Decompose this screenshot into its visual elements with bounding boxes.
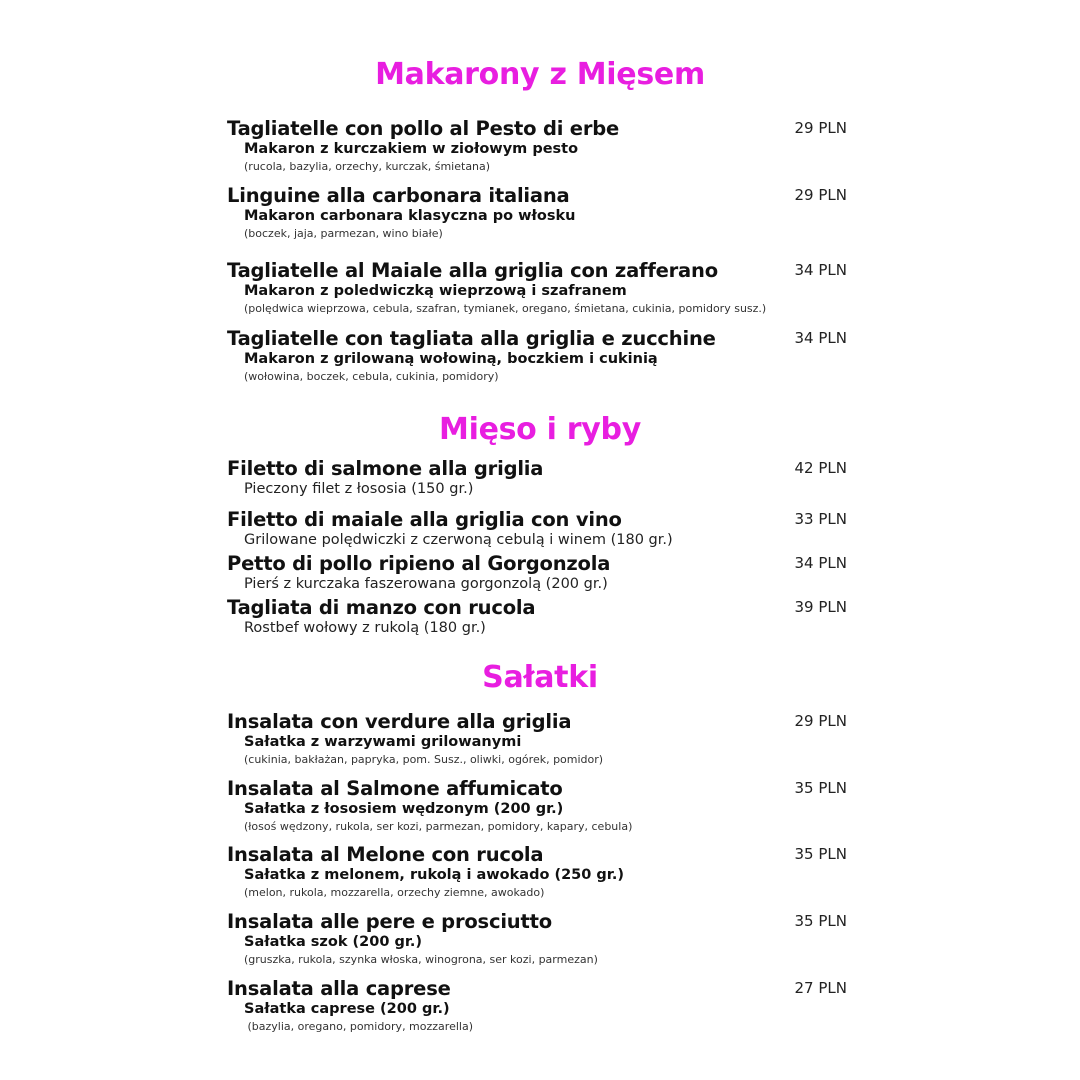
dish-description: Sałatka z łososiem wędzonym (200 gr.) <box>244 801 564 817</box>
dish-price: 35 PLN <box>794 779 847 797</box>
section-title-makarony: Makarony z Mięsem <box>375 57 705 92</box>
menu-item <box>227 710 847 768</box>
menu-item <box>227 910 847 968</box>
dish-price: 39 PLN <box>794 598 847 616</box>
menu-item <box>227 117 847 175</box>
dish-price: 34 PLN <box>794 329 847 347</box>
dish-name: Linguine alla carbonara italiana <box>227 184 570 207</box>
dish-price: 35 PLN <box>794 845 847 863</box>
dish-price: 33 PLN <box>794 510 847 528</box>
dish-description: Makaron z kurczakiem w ziołowym pesto <box>244 141 579 157</box>
dish-description: Sałatka caprese (200 gr.) <box>244 1001 450 1017</box>
dish-ingredients: (wołowina, boczek, cebula, cukinia, pomidory) <box>244 370 499 383</box>
dish-name: Tagliata di manzo con rucola <box>227 596 536 619</box>
dish-description: Makaron z poledwiczką wieprzową i szafranem <box>244 283 627 299</box>
section-title-salatki: Sałatki <box>482 660 598 695</box>
dish-name: Insalata alle pere e prosciutto <box>227 910 552 933</box>
dish-price: 35 PLN <box>794 912 847 930</box>
dish-ingredients: (łosoś wędzony, rukola, ser kozi, parmezan, pomidory, kapary, cebula) <box>244 820 633 833</box>
dish-price: 42 PLN <box>794 459 847 477</box>
menu-item <box>227 552 847 594</box>
dish-name: Tagliatelle con pollo al Pesto di erbe <box>227 117 620 140</box>
dish-description: Makaron carbonara klasyczna po włosku <box>244 208 576 224</box>
dish-description: Sałatka szok (200 gr.) <box>244 934 423 950</box>
dish-ingredients: (bazylia, oregano, pomidory, mozzarella) <box>244 1020 473 1033</box>
dish-name: Insalata al Melone con rucola <box>227 843 544 866</box>
dish-price: 34 PLN <box>794 554 847 572</box>
dish-name: Petto di pollo ripieno al Gorgonzola <box>227 552 611 575</box>
menu-item <box>227 977 847 1035</box>
menu-item <box>227 596 847 638</box>
menu-item <box>227 259 847 317</box>
dish-ingredients: (cukinia, bakłażan, papryka, pom. Susz., oliwki, ogórek, pomidor) <box>244 753 604 766</box>
dish-name: Tagliatelle al Maiale alla griglia con zafferano <box>227 259 718 282</box>
dish-description: Sałatka z warzywami grilowanymi <box>244 734 522 750</box>
dish-ingredients: (polędwica wieprzowa, cebula, szafran, tymianek, oregano, śmietana, cukinia, pomidory susz.) <box>244 302 767 315</box>
dish-price: 29 PLN <box>794 186 847 204</box>
dish-name: Filetto di maiale alla griglia con vino <box>227 508 622 531</box>
dish-name: Tagliatelle con tagliata alla griglia e zucchine <box>227 327 716 350</box>
menu-item <box>227 184 847 242</box>
menu-item <box>227 843 847 901</box>
dish-price: 27 PLN <box>794 979 847 997</box>
dish-description: Sałatka z melonem, rukolą i awokado (250 gr.) <box>244 867 624 883</box>
dish-price: 29 PLN <box>794 119 847 137</box>
dish-description: Makaron z grilowaną wołowiną, boczkiem i cukinią <box>244 351 658 367</box>
menu-item <box>227 508 847 550</box>
dish-name: Insalata con verdure alla griglia <box>227 710 572 733</box>
dish-ingredients: (melon, rukola, mozzarella, orzechy ziemne, awokado) <box>244 886 545 899</box>
dish-ingredients: (boczek, jaja, parmezan, wino białe) <box>244 227 443 240</box>
dish-description: Grilowane polędwiczki z czerwoną cebulą i winem (180 gr.) <box>244 532 673 548</box>
dish-description: Pieczony filet z łososia (150 gr.) <box>244 481 474 497</box>
menu-item <box>227 327 847 385</box>
dish-price: 29 PLN <box>794 712 847 730</box>
dish-description: Pierś z kurczaka faszerowana gorgonzolą (200 gr.) <box>244 576 608 592</box>
dish-description: Rostbef wołowy z rukolą (180 gr.) <box>244 620 486 636</box>
dish-price: 34 PLN <box>794 261 847 279</box>
menu-item <box>227 777 847 835</box>
dish-ingredients: (rucola, bazylia, orzechy, kurczak, śmietana) <box>244 160 491 173</box>
dish-ingredients: (gruszka, rukola, szynka włoska, winogrona, ser kozi, parmezan) <box>244 953 598 966</box>
dish-name: Insalata al Salmone affumicato <box>227 777 563 800</box>
dish-name: Filetto di salmone alla griglia <box>227 457 544 480</box>
dish-name: Insalata alla caprese <box>227 977 451 1000</box>
section-title-mieso: Mięso i ryby <box>439 412 641 447</box>
menu-item <box>227 457 847 499</box>
